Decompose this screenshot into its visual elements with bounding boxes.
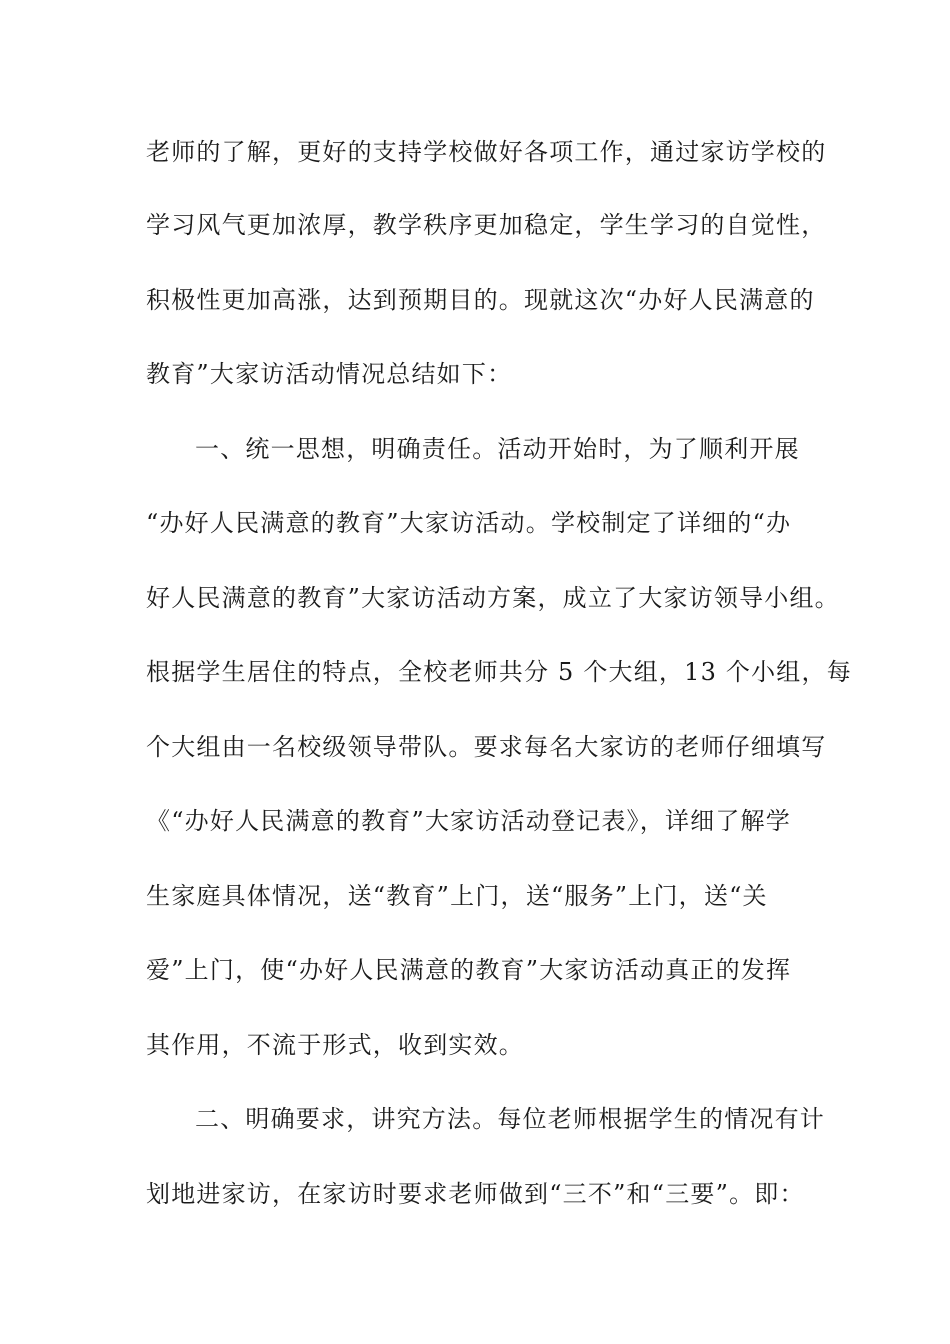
text-line: 学习风气更加浓厚，教学秩序更加稳定，学生学习的自觉性，: [146, 211, 827, 239]
text-line: 教育”大家访活动情况总结如下：: [146, 360, 513, 388]
text-line: 生家庭具体情况，送“教育”上门，送“服务”上门，送“关: [146, 882, 768, 910]
text-line: 根据学生居住的特点，全校老师共分 5 个大组，13 个小组，每: [146, 658, 852, 686]
text-line: 好人民满意的教育”大家访活动方案，成立了大家访领导小组。: [146, 584, 840, 612]
text-line: 《“办好人民满意的教育”大家访活动登记表》，详细了解学: [146, 807, 791, 835]
text-line: 其作用，不流于形式，收到实效。: [146, 1031, 524, 1059]
text-line: 老师的了解，更好的支持学校做好各项工作，通过家访学校的: [146, 138, 827, 166]
paragraph-two-heading-line: 二、明确要求，讲究方法。每位老师根据学生的情况有计: [195, 1105, 825, 1133]
text-line: 积极性更加高涨，达到预期目的。现就这次“办好人民满意的: [146, 286, 815, 314]
text-line: 划地进家访，在家访时要求老师做到“三不”和“三要”。即：: [146, 1180, 805, 1208]
paragraph-one-heading-line: 一、统一思想，明确责任。活动开始时，为了顺利开展: [195, 435, 800, 463]
text-line: 个大组由一名校级领导带队。要求每名大家访的老师仔细填写: [146, 733, 827, 761]
text-line: “办好人民满意的教育”大家访活动。学校制定了详细的“办: [146, 509, 792, 537]
text-line: 爱”上门，使“办好人民满意的教育”大家访活动真正的发挥: [146, 956, 792, 984]
